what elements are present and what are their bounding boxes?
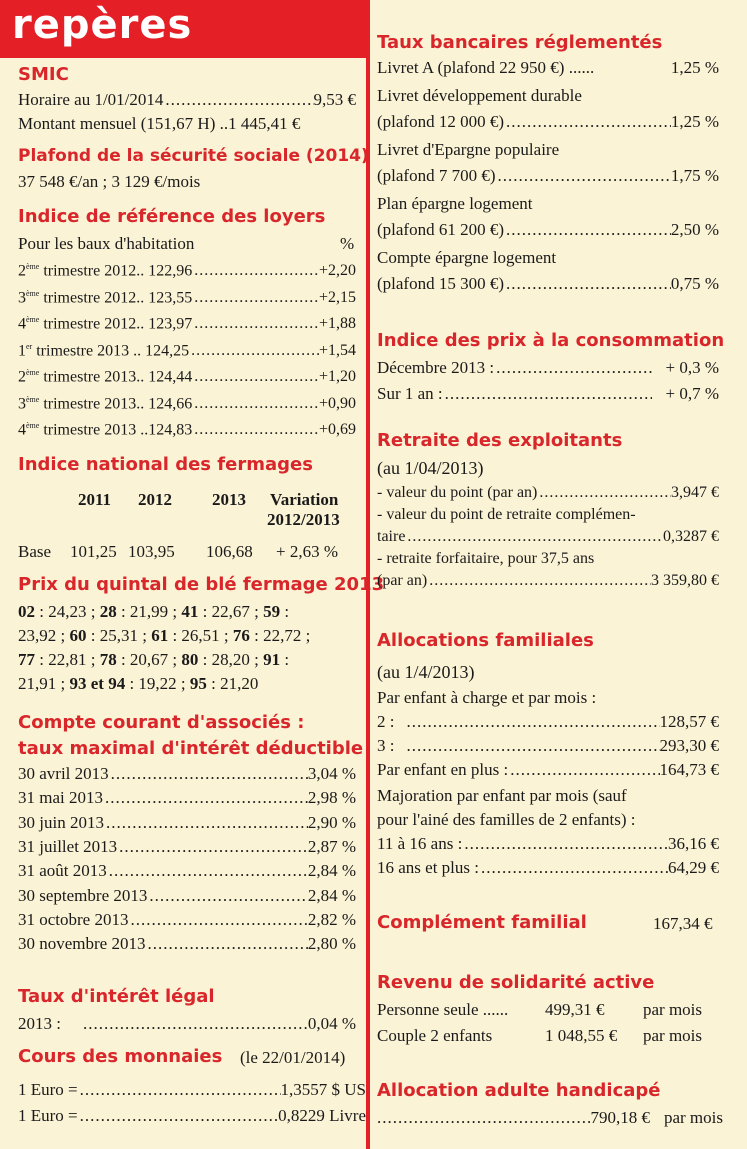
department-code: 41	[181, 602, 199, 621]
fermages-value: 101,25	[70, 542, 117, 561]
allocations-label: 11 à 16 ans :	[377, 834, 463, 853]
monnaies-heading: Cours des monnaies	[18, 1046, 223, 1067]
bancaires-row	[377, 274, 719, 294]
retraite-value: 3,947 €	[671, 484, 719, 501]
irl-rank-suffix: er	[26, 341, 33, 351]
irl-label	[18, 342, 189, 360]
irl-rank: 4	[18, 421, 26, 439]
bancaires-row	[377, 166, 719, 186]
department-price: : 25,31 ;	[86, 626, 152, 645]
irl-row	[18, 289, 356, 307]
allocations-value: 128,57 €	[659, 712, 719, 731]
bancaires-row	[377, 220, 719, 240]
irl-row	[18, 315, 356, 333]
rsa-unit: par mois	[643, 1026, 703, 1045]
smic-row	[18, 114, 356, 134]
retraite-row	[377, 572, 719, 590]
livret-a-value: 1,25 %	[670, 58, 719, 77]
irl-period: trimestre 2013.. 124,44	[39, 368, 193, 386]
compte-heading-1: Compte courant d'associés :	[18, 712, 305, 733]
retraite-row	[377, 484, 719, 502]
aah-value: 790,18 €	[590, 1108, 650, 1127]
dots	[504, 220, 671, 240]
compte-row	[18, 861, 356, 881]
irl-unit: %	[340, 234, 355, 253]
irl-row	[18, 421, 356, 439]
allocations-row	[377, 760, 719, 780]
bancaires-name: Compte épargne logement	[377, 248, 557, 267]
retraite-row	[377, 528, 719, 546]
compte-row	[18, 886, 356, 906]
monnaies-value: 0,8229 Livre	[278, 1106, 366, 1125]
fermages-value: 106,68	[206, 542, 253, 561]
dots	[103, 788, 308, 808]
retraite-heading: Retraite des exploitants	[377, 430, 623, 451]
prix-heading: Indice des prix à la consommation	[377, 330, 725, 351]
smic-value: 9,53 €	[313, 90, 356, 109]
prix-row	[377, 384, 719, 404]
compte-row	[18, 764, 356, 784]
retraite-value: 3 359,80 €	[651, 572, 719, 589]
monnaies-date: (le 22/01/2014)	[240, 1048, 346, 1067]
department-code: 77	[18, 650, 35, 669]
irl-period: trimestre 2013.. 124,66	[39, 394, 193, 412]
allocations-majoration: pour l'ainé des familles de 2 enfants) :	[377, 810, 636, 829]
dots	[109, 764, 308, 784]
irl-rank-suffix: ème	[26, 421, 40, 430]
prix-label: Sur 1 an :	[377, 384, 443, 403]
retraite-label: (par an)	[377, 572, 428, 589]
irl-value: +2,20	[318, 262, 356, 280]
prix-row	[377, 358, 719, 378]
irl-label	[18, 368, 192, 386]
complement-value: 167,34 €	[653, 914, 713, 933]
irl-period: trimestre 2012.. 123,55	[39, 288, 193, 306]
department-code: 02	[18, 602, 35, 621]
retraite-text: - retraite forfaitaire, pour 37,5 ans	[377, 550, 595, 567]
irl-label	[18, 315, 192, 333]
rsa-label: Couple 2 enfants	[377, 1026, 493, 1045]
smic-label: Horaire au 1/01/2014	[18, 90, 164, 109]
allocations-row	[377, 712, 719, 732]
smic-row	[18, 90, 356, 110]
fermages-col-period: 2012/2013	[267, 510, 340, 529]
department-price: : 22,81 ;	[35, 650, 100, 669]
legal-heading: Taux d'intérêt légal	[18, 986, 215, 1007]
rsa-heading: Revenu de solidarité active	[377, 972, 655, 993]
irl-rank-suffix: ème	[26, 368, 40, 377]
retraite-text: - valeur du point de retraite complémen-	[377, 506, 636, 523]
bancaires-value: 2,50 %	[670, 220, 719, 239]
plafond-text: 37 548 €/an ; 3 129 €/mois	[18, 172, 201, 191]
department-code: 91	[263, 650, 281, 669]
bancaires-heading: Taux bancaires réglementés	[377, 32, 663, 53]
bancaires-plafond: (plafond 15 300 €)	[377, 274, 505, 293]
bancaires-plafond: (plafond 61 200 €)	[377, 220, 505, 239]
dots	[504, 274, 671, 294]
compte-date: 30 avril 2013	[18, 764, 109, 783]
fermages-col-2012: 2012	[138, 490, 172, 509]
allocations-label: 2 :	[377, 712, 395, 731]
dots	[117, 837, 308, 857]
irl-row	[18, 342, 356, 360]
aah-row	[377, 1108, 723, 1128]
department-price: : 19,22 ;	[125, 674, 190, 693]
compte-rate: 2,98 %	[307, 788, 356, 808]
department-code: 80	[181, 650, 199, 669]
dots	[504, 112, 671, 132]
allocations-value: 293,30 €	[659, 736, 719, 755]
allocations-row	[377, 858, 719, 878]
department-price: 21,91 ;	[18, 674, 70, 693]
department-price: : 22,67 ;	[198, 602, 264, 621]
allocations-row	[377, 736, 719, 756]
plafond-heading: Plafond de la sécurité sociale (2014)	[18, 146, 369, 166]
department-code: 78	[99, 650, 117, 669]
irl-rank: 1	[18, 341, 26, 359]
allocations-label: 3 :	[377, 736, 395, 755]
legal-label: 2013 :	[18, 1014, 61, 1033]
fermages-value: + 2,63 %	[276, 542, 338, 561]
dots	[107, 861, 308, 881]
dots	[145, 934, 307, 954]
irl-period: trimestre 2012.. 123,97	[39, 315, 193, 333]
fermages-heading: Indice national des fermages	[18, 454, 313, 475]
department-price: : 21,99 ;	[116, 602, 182, 621]
livret-a-row	[377, 58, 719, 78]
monnaies-row	[18, 1080, 366, 1100]
complement-heading: Complément familial	[377, 912, 587, 933]
legal-value: 0,04 %	[307, 1014, 356, 1033]
bancaires-value: 1,75 %	[670, 166, 719, 185]
irl-rank: 3	[18, 288, 26, 306]
compte-rate: 2,80 %	[307, 934, 356, 954]
prix-value: + 0,7 %	[665, 384, 719, 403]
irl-value: +0,90	[318, 394, 356, 412]
irl-label	[18, 421, 192, 439]
prix-value: + 0,3 %	[665, 358, 719, 377]
rsa-amount: 1 048,55 €	[545, 1026, 618, 1045]
compte-date: 30 septembre 2013	[18, 885, 148, 905]
irl-row	[18, 262, 356, 280]
compte-date: 31 mai 2013	[18, 788, 103, 808]
retraite-label: - valeur du point (par an)	[377, 484, 538, 501]
quintal-line	[18, 674, 258, 694]
department-price: : 22,72 ;	[249, 626, 311, 645]
compte-date: 31 octobre 2013	[18, 909, 129, 929]
fermages-col-2013: 2013	[212, 490, 246, 509]
dots	[128, 910, 307, 930]
aah-heading: Allocation adulte handicapé	[377, 1080, 661, 1101]
department-price: : 24,23 ;	[35, 602, 100, 621]
livret-a-label: Livret A (plafond 22 950 €) ......	[377, 58, 595, 77]
aah-unit: par mois	[663, 1108, 723, 1127]
fermages-base-label: Base	[18, 542, 52, 561]
prix-label: Décembre 2013 :	[377, 358, 495, 377]
bancaires-row	[377, 112, 719, 132]
irl-value: +1,20	[318, 368, 356, 386]
compte-rate: 2,90 %	[307, 812, 356, 832]
irl-rank: 2	[18, 368, 26, 386]
allocations-heading: Allocations familiales	[377, 630, 594, 651]
allocations-date: (au 1/4/2013)	[377, 662, 475, 682]
department-price: : 28,20 ;	[198, 650, 264, 669]
allocations-row	[377, 834, 719, 854]
irl-value: +1,88	[318, 315, 356, 333]
department-price: 23,92 ;	[18, 626, 70, 645]
irl-period: trimestre 2013 .. 124,25	[32, 341, 190, 359]
irl-period: trimestre 2012.. 122,96	[39, 262, 193, 280]
allocations-intro: Par enfant à charge et par mois :	[377, 688, 597, 707]
compte-row	[18, 910, 356, 930]
dots	[192, 421, 319, 439]
quintal-line	[18, 626, 310, 646]
department-price: : 21,20	[206, 674, 259, 693]
department-code: 28	[99, 602, 117, 621]
bancaires-plafond: (plafond 12 000 €)	[377, 112, 505, 131]
fermages-col-variation: Variation	[270, 490, 339, 509]
compte-date: 31 juillet 2013	[18, 836, 118, 856]
compte-date: 30 juin 2013	[18, 812, 104, 832]
allocations-value: 64,29 €	[668, 858, 719, 877]
allocations-value: 164,73 €	[659, 760, 719, 779]
department-code: 61	[151, 626, 169, 645]
dots	[192, 395, 319, 413]
dots	[192, 289, 319, 307]
smic-label: Montant mensuel (151,67 H) ..	[18, 114, 229, 133]
irl-label	[18, 395, 192, 413]
smic-heading: SMIC	[18, 64, 69, 85]
department-code: 59	[263, 602, 281, 621]
irl-rank-suffix: ème	[26, 394, 40, 404]
department-code: 93 et 94	[69, 674, 126, 693]
compte-row	[18, 813, 356, 833]
allocations-majoration: Majoration par enfant par mois (sauf	[377, 786, 627, 805]
page-title: repères	[12, 2, 193, 48]
irl-period: trimestre 2013 ..124,83	[39, 421, 193, 439]
department-price: :	[280, 602, 290, 621]
irl-value: +1,54	[318, 341, 356, 359]
dots	[192, 315, 319, 333]
dots	[192, 368, 319, 386]
quintal-line	[18, 602, 289, 622]
irl-rank: 2	[18, 262, 26, 280]
compte-row	[18, 788, 356, 808]
compte-row	[18, 837, 356, 857]
monnaies-label: 1 Euro =	[18, 1080, 78, 1099]
irl-rank-suffix: ème	[26, 288, 40, 298]
fermages-value: 103,95	[128, 542, 175, 561]
irl-rank: 4	[18, 315, 26, 333]
dots	[147, 886, 307, 906]
irl-value: +0,69	[318, 421, 356, 439]
retraite-label: taire	[377, 528, 406, 545]
dots	[192, 262, 319, 280]
monnaies-label: 1 Euro =	[18, 1106, 78, 1125]
fermages-col-2011: 2011	[78, 490, 112, 509]
allocations-value: 36,16 €	[668, 834, 719, 853]
bancaires-plafond: (plafond 7 700 €)	[377, 166, 496, 185]
compte-row	[18, 934, 356, 954]
department-code: 60	[69, 626, 87, 645]
department-price: :	[280, 650, 290, 669]
compte-date: 31 août 2013	[18, 861, 107, 881]
bancaires-value: 0,75 %	[670, 274, 719, 293]
irl-rank: 3	[18, 394, 26, 412]
rsa-label: Personne seule ......	[377, 1000, 509, 1019]
quintal-heading: Prix du quintal de blé fermage 2013	[18, 574, 385, 595]
compte-rate: 2,87 %	[307, 836, 356, 856]
irl-label	[18, 289, 192, 307]
bancaires-name: Plan épargne logement	[377, 194, 533, 213]
retraite-date: (au 1/04/2013)	[377, 458, 484, 478]
compte-date: 30 novembre 2013	[18, 934, 146, 954]
irl-row	[18, 368, 356, 386]
title-banner	[0, 0, 368, 58]
compte-rate: 2,84 %	[307, 885, 356, 905]
bancaires-name: Livret développement durable	[377, 86, 582, 105]
monnaies-row	[18, 1106, 366, 1126]
irl-rank-suffix: ème	[26, 315, 40, 324]
rsa-unit: par mois	[643, 1000, 703, 1019]
irl-value: +2,15	[318, 288, 356, 306]
irl-rank-suffix: ème	[26, 262, 40, 271]
department-price: : 26,51 ;	[168, 626, 233, 645]
irl-label	[18, 262, 192, 280]
department-code: 95	[189, 674, 207, 693]
irl-row	[18, 395, 356, 413]
department-price: : 20,67 ;	[116, 650, 182, 669]
compte-rate: 2,82 %	[307, 909, 356, 929]
bancaires-value: 1,25 %	[670, 112, 719, 131]
irl-heading: Indice de référence des loyers	[18, 206, 326, 227]
irl-intro: Pour les baux d'habitation	[18, 234, 195, 253]
compte-rate: 2,84 %	[307, 861, 356, 881]
allocations-label: Par enfant en plus :	[377, 760, 509, 779]
compte-heading-2: taux maximal d'intérêt déductible	[18, 738, 364, 759]
department-code: 76	[232, 626, 250, 645]
smic-value: 1 445,41 €	[228, 114, 301, 133]
rsa-amount: 499,31 €	[545, 1000, 605, 1019]
allocations-label: 16 ans et plus :	[377, 858, 479, 877]
dots	[496, 166, 671, 186]
monnaies-value: 1,3557 $ US	[280, 1080, 366, 1099]
compte-rate: 3,04 %	[307, 764, 356, 783]
retraite-value: 0,3287 €	[663, 528, 719, 545]
legal-row	[18, 1014, 356, 1034]
dots	[104, 813, 308, 833]
dots	[189, 342, 319, 360]
quintal-line	[18, 650, 289, 670]
bancaires-name: Livret d'Epargne populaire	[377, 140, 560, 159]
